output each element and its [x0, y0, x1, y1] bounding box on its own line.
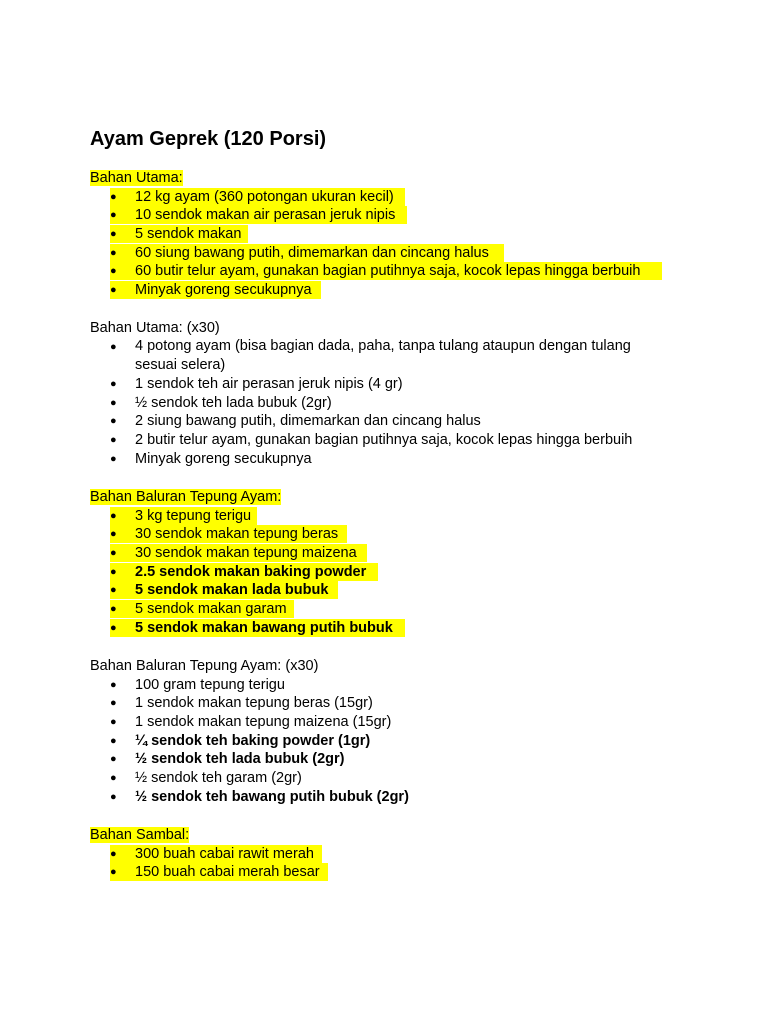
list-item	[0, 225, 768, 244]
ingredient-text: 5 sendok makan bawang putih bubuk	[135, 619, 393, 636]
section-heading: Bahan Sambal:	[90, 827, 190, 843]
list-item	[0, 544, 768, 563]
list-item	[0, 694, 768, 713]
ingredient-text: 5 sendok makan lada bubuk	[135, 582, 329, 599]
ingredient-text: ½ sendok teh lada bubuk (2gr)	[135, 751, 345, 768]
section-heading: Bahan Utama:	[90, 170, 183, 186]
ingredient-text: 30 sendok makan tepung beras	[135, 526, 339, 543]
bullet-icon: ●	[110, 434, 117, 447]
ingredient-text: 12 kg ayam (360 potongan ukuran kecil)	[135, 188, 394, 205]
bullet-icon: ●	[110, 228, 117, 241]
bullet-icon: ●	[110, 509, 117, 522]
bullet-icon: ●	[110, 584, 117, 597]
bullet-icon: ●	[110, 847, 117, 860]
list-item	[0, 600, 768, 619]
ingredient-text: 3 kg tepung terigu	[135, 507, 252, 524]
ingredient-text: 30 sendok makan tepung maizena	[135, 545, 357, 562]
list-item	[0, 412, 768, 431]
list-item	[0, 563, 768, 582]
ingredient-text: 4 potong ayam (bisa bagian dada, paha, tanpa tulang ataupun dengan tulang sesuai selera)	[135, 338, 631, 373]
bullet-icon: ●	[110, 716, 117, 729]
bullet-icon: ●	[110, 790, 117, 803]
ingredient-text: ½ sendok teh garam (2gr)	[135, 770, 302, 787]
bullet-icon: ●	[110, 528, 117, 541]
ingredient-list	[0, 188, 768, 300]
ingredient-text: 2.5 sendok makan baking powder	[135, 563, 367, 580]
ingredient-text: 1 sendok teh air perasan jeruk nipis (4 gr)	[135, 376, 403, 393]
bullet-icon: ●	[110, 246, 117, 259]
list-item	[0, 394, 768, 413]
ingredient-list	[0, 507, 768, 638]
bullet-icon: ●	[110, 284, 117, 297]
list-item	[0, 750, 768, 769]
ingredient-text: 10 sendok makan air perasan jeruk nipis	[135, 207, 396, 224]
bullet-icon: ●	[110, 734, 117, 747]
list-item	[0, 375, 768, 394]
bullet-icon: ●	[110, 772, 117, 785]
list-item	[0, 713, 768, 732]
ingredient-list	[0, 338, 768, 469]
bullet-icon: ●	[110, 678, 117, 691]
section-heading: Bahan Baluran Tepung Ayam:	[90, 489, 282, 505]
ingredient-text: ½ sendok teh lada bubuk (2gr)	[135, 394, 332, 411]
list-item	[0, 788, 768, 807]
ingredient-text: 150 buah cabai merah besar	[135, 864, 320, 881]
list-item	[0, 338, 768, 375]
ingredient-text: Minyak goreng secukupnya	[135, 282, 312, 299]
ingredient-text: 60 butir telur ayam, gunakan bagian putihnya saja, kocok lepas hingga berbuih	[135, 263, 641, 280]
ingredient-text: 60 siung bawang putih, dimemarkan dan cincang halus	[135, 244, 489, 261]
bullet-icon: ●	[110, 378, 117, 391]
list-item	[0, 507, 768, 526]
bullet-icon: ●	[110, 396, 117, 409]
list-item	[0, 450, 768, 469]
bullet-icon: ●	[110, 621, 117, 634]
list-item	[0, 769, 768, 788]
ingredient-text: 5 sendok makan	[135, 226, 242, 243]
ingredient-text: Minyak goreng secukupnya	[135, 450, 312, 467]
bullet-icon: ●	[110, 452, 117, 465]
list-item	[0, 262, 768, 281]
ingredient-text: ¼ sendok teh baking powder (1gr)	[135, 732, 371, 749]
bullet-icon: ●	[110, 753, 117, 766]
list-item	[0, 431, 768, 450]
ingredient-list	[0, 845, 768, 882]
bullet-icon: ●	[110, 565, 117, 578]
list-item	[0, 581, 768, 600]
ingredient-text: 100 gram tepung terigu	[135, 676, 285, 693]
ingredient-text: ½ sendok teh bawang putih bubuk (2gr)	[135, 788, 409, 805]
list-item	[0, 525, 768, 544]
bullet-icon: ●	[110, 265, 117, 278]
bullet-icon: ●	[110, 866, 117, 879]
list-item	[0, 676, 768, 695]
list-item	[0, 244, 768, 263]
bullet-icon: ●	[110, 547, 117, 560]
list-item	[0, 863, 768, 882]
bullet-icon: ●	[110, 603, 117, 616]
list-item	[0, 206, 768, 225]
section-heading: Bahan Baluran Tepung Ayam: (x30)	[90, 658, 319, 674]
list-item	[0, 281, 768, 300]
list-item	[0, 188, 768, 207]
ingredient-text: 1 sendok makan tepung maizena (15gr)	[135, 714, 392, 731]
bullet-icon: ●	[110, 190, 117, 203]
bullet-icon: ●	[110, 340, 117, 353]
bullet-icon: ●	[110, 415, 117, 428]
page-title: Ayam Geprek (120 Porsi)	[90, 128, 327, 150]
bullet-icon: ●	[110, 697, 117, 710]
list-item	[0, 845, 768, 864]
ingredient-text: 1 sendok makan tepung beras (15gr)	[135, 695, 373, 712]
list-item	[0, 732, 768, 751]
ingredient-text: 2 butir telur ayam, gunakan bagian putihnya saja, kocok lepas hingga berbuih	[135, 432, 633, 449]
ingredient-text: 300 buah cabai rawit merah	[135, 845, 314, 862]
ingredient-text: 5 sendok makan garam	[135, 601, 287, 618]
list-item	[0, 619, 768, 638]
bullet-icon: ●	[110, 209, 117, 222]
ingredient-list	[0, 676, 768, 807]
ingredient-text: 2 siung bawang putih, dimemarkan dan cincang halus	[135, 413, 481, 430]
section-heading: Bahan Utama: (x30)	[90, 320, 220, 336]
